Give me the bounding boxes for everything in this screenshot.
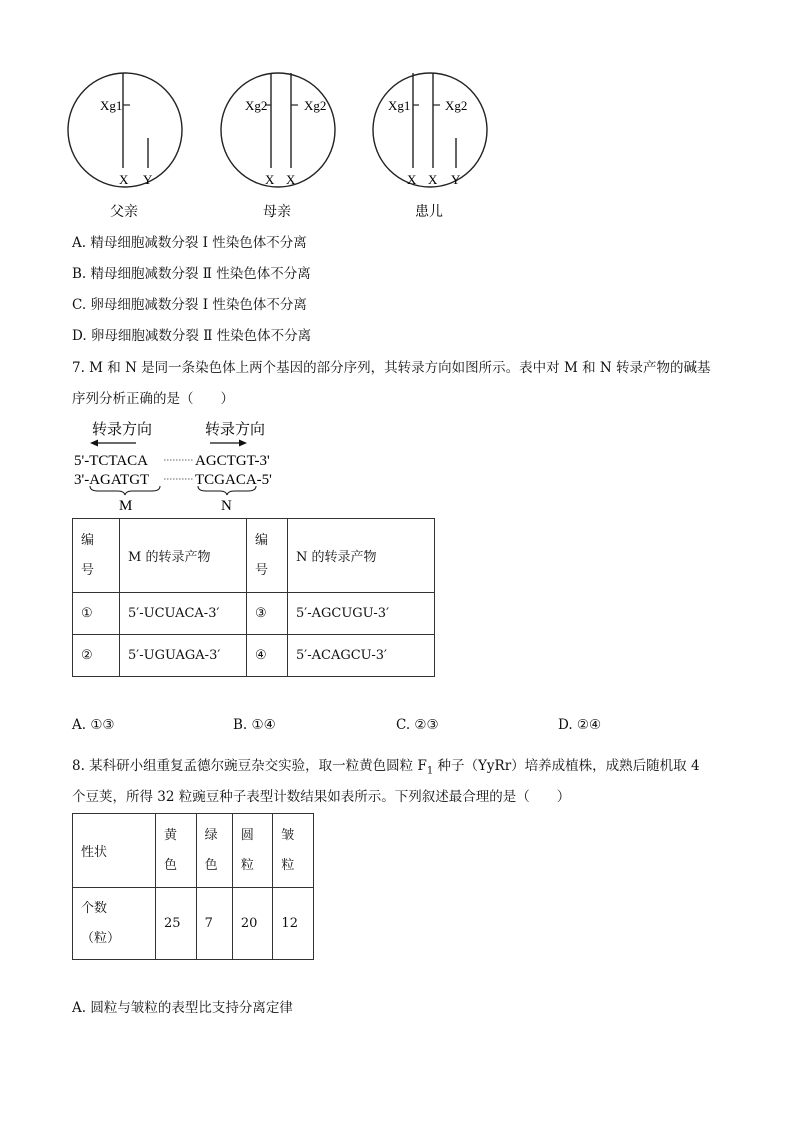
direction-label-right: 转录方向 — [205, 422, 266, 438]
q8-stem-line2: 个豆荚，所得 32 粒豌豆种子表型计数结果如表所示。下列叙述最合理的是（ ） — [72, 789, 571, 805]
table-cell: 20 — [232, 888, 273, 960]
q7-option-c[interactable]: C. ②③ — [396, 717, 439, 733]
q7-option-b[interactable]: B. ①④ — [233, 717, 276, 733]
child-y-label: Y — [451, 172, 461, 187]
father-x-label: X — [119, 172, 129, 187]
q7-option-d[interactable]: D. ②④ — [558, 717, 602, 733]
table-cell: 5′-UGUAGA-3′ — [120, 635, 247, 677]
table-cell: ② — [73, 635, 120, 677]
table-row — [73, 635, 435, 677]
mother-cell — [221, 73, 335, 220]
label-n: N — [221, 498, 232, 514]
q8-stem-line1 — [72, 756, 700, 782]
child-x1-label: X — [407, 172, 417, 187]
q6-option-b[interactable]: B. 精母细胞减数分裂 Ⅱ 性染色体不分离 — [72, 266, 311, 282]
table-row — [73, 814, 314, 888]
table-row — [73, 888, 314, 960]
table-cell: 皱 粒 — [273, 814, 314, 888]
child-x2-label: X — [428, 172, 438, 187]
child-cell — [373, 73, 487, 220]
father-caption: 父亲 — [110, 205, 138, 220]
top-strand-left: 5'-TCTACA — [74, 453, 148, 469]
child-caption: 患儿 — [415, 205, 443, 220]
q7-stem-line1: 7. M 和 N 是同一条染色体上两个基因的部分序列，其转录方向如图所示。表中对 M 和 N 转录产物的碱基 — [72, 360, 711, 376]
table-cell: 7 — [196, 888, 232, 960]
chromosome-figure — [60, 65, 510, 225]
q8-stem-part2: 种子（YyRr）培养成植株，成熟后随机取 4 — [433, 758, 700, 774]
q6-option-d[interactable]: D. 卵母细胞减数分裂 Ⅱ 性染色体不分离 — [72, 328, 312, 344]
table-cell: ④ — [247, 635, 288, 677]
q6-option-c[interactable]: C. 卵母细胞减数分裂 Ⅰ 性染色体不分离 — [72, 297, 307, 313]
top-strand-right: AGCTGT-3' — [195, 453, 270, 469]
q8-stem-part1: 8. 某科研小组重复孟德尔豌豆杂交实验，取一粒黄色圆粒 F — [72, 758, 427, 774]
table-cell: 5′-UCUACA-3′ — [120, 593, 247, 635]
direction-label-left: 转录方向 — [92, 422, 153, 438]
table-cell: 绿 色 — [196, 814, 232, 888]
bottom-strand-right: TCGACA-5' — [195, 472, 272, 488]
q8-stem-subscript: 1 — [426, 765, 434, 777]
q8-row2-header: 个数 （粒） — [73, 888, 156, 960]
table-row — [73, 593, 435, 635]
child-xg1-label: Xg1 — [388, 98, 411, 113]
father-cell — [68, 73, 182, 220]
arrow-right-icon — [210, 440, 247, 447]
q7-sequence-diagram — [70, 415, 300, 515]
table-cell: 5′-ACAGCU-3′ — [288, 635, 435, 677]
table-cell: 圆 粒 — [232, 814, 273, 888]
father-xg1-label: Xg1 — [100, 98, 123, 113]
mother-xg2-right-label: Xg2 — [304, 98, 327, 113]
q7-option-a[interactable]: A. ①③ — [72, 717, 115, 733]
table-cell: ① — [73, 593, 120, 635]
q7-stem-line2: 序列分析正确的是（ ） — [72, 391, 234, 407]
mother-x1-label: X — [265, 172, 275, 187]
label-m: M — [119, 498, 133, 514]
q8-table — [72, 813, 314, 960]
q7-header-m: M 的转录产物 — [120, 519, 247, 593]
q7-table-header-row — [73, 519, 435, 593]
table-cell: 12 — [273, 888, 314, 960]
mother-caption: 母亲 — [263, 205, 291, 220]
bottom-strand-left: 3'-AGATGT — [74, 472, 150, 488]
mother-xg2-left-label: Xg2 — [245, 98, 268, 113]
q8-option-a[interactable]: A. 圆粒与皱粒的表型比支持分离定律 — [72, 1000, 293, 1016]
q7-table — [72, 518, 435, 677]
table-cell: 黄 色 — [156, 814, 197, 888]
q7-header-no2: 编 号 — [247, 519, 288, 593]
arrow-left-icon — [90, 440, 136, 447]
q8-row1-header: 性状 — [73, 814, 156, 888]
q6-option-a[interactable]: A. 精母细胞减数分裂 Ⅰ 性染色体不分离 — [72, 235, 307, 251]
father-y-label: Y — [143, 172, 153, 187]
table-cell: ③ — [247, 593, 288, 635]
child-xg2-label: Xg2 — [445, 98, 468, 113]
q7-header-n: N 的转录产物 — [288, 519, 435, 593]
q7-header-no1: 编 号 — [73, 519, 120, 593]
mother-x2-label: X — [286, 172, 296, 187]
table-cell: 25 — [156, 888, 197, 960]
table-cell: 5′-AGCUGU-3′ — [288, 593, 435, 635]
